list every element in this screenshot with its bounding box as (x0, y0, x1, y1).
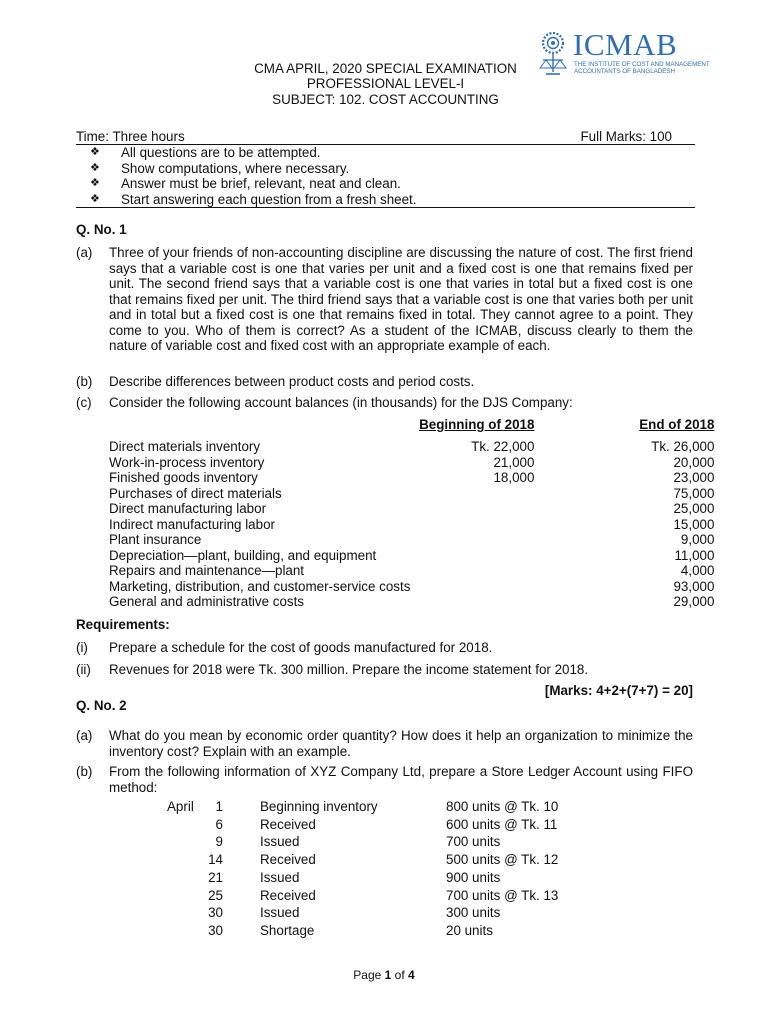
exam-title: CMA APRIL, 2020 SPECIAL EXAMINATION (254, 61, 517, 76)
ledger-event: Received (260, 852, 316, 868)
cell-begin (410, 579, 534, 595)
cell-begin: 18,000 (493, 470, 535, 485)
q1-b-label: (b) (76, 374, 93, 389)
q2-b-label: (b) (76, 764, 93, 779)
cell-item: General and administrative costs (109, 594, 305, 609)
logo-subtitle-line2: ACCOUNTANTS OF BANGLADESH (574, 68, 675, 75)
exam-subject: SUBJECT: 102. COST ACCOUNTING (272, 92, 499, 107)
q1-marks: [Marks: 4+2+(7+7) = 20] (544, 683, 693, 698)
q1-b-text: Describe differences between product costs and period costs. (109, 374, 475, 389)
ledger-day: 30 (208, 905, 223, 921)
ledger-row (167, 816, 606, 834)
q1-c-label: (c) (76, 395, 92, 410)
req-i-label: (i) (76, 640, 88, 655)
q1-a-text: Three of your friends of non-accounting discipline are discussing the nature of cost. The first friend says that a variable cost is one that varies per unit and a fixed cost is one that remains fixed per unit. The second friend says that a variable cost is one that varies in total but a fixed cost is one that remains fixed per unit. The third friend says that a variable cost is one that varies both per unit and in total but a fixed cost is one that remains fixed in total. They cannot agree to a point. They come to you. Who of them is correct? As a student of the ICMAB, discuss clearly to them the nature of variable cost and fixed cost with an appropriate example of each. (109, 245, 693, 353)
q2-a-label: (a) (76, 728, 93, 743)
time-allowed: Time: Three hours (76, 129, 185, 144)
cell-item: Indirect manufacturing labor (109, 516, 275, 532)
ledger-detail: 500 units @ Tk. 12 (446, 852, 559, 868)
q2-b-text: From the following information of XYZ Company Ltd, prepare a Store Ledger Account using FIFO method: (109, 764, 693, 795)
table-row (109, 486, 714, 502)
store-ledger-table (167, 798, 606, 940)
ledger-event: Issued (260, 834, 300, 850)
table-row (109, 579, 714, 595)
table-row (109, 439, 714, 455)
ledger-event: Issued (260, 905, 300, 921)
ledger-detail: 800 units @ Tk. 10 (446, 799, 559, 814)
cell-end: 20,000 (673, 454, 715, 470)
cell-end: 93,000 (673, 578, 715, 594)
col-item (109, 417, 410, 439)
req-i-text: Prepare a schedule for the cost of goods manufactured for 2018. (109, 640, 493, 655)
bullet-icon: ❖ (90, 193, 100, 205)
instruction-item (76, 192, 695, 208)
cell-begin (410, 501, 534, 517)
ledger-row (167, 904, 606, 922)
page-footer (0, 968, 768, 984)
table-row (109, 455, 714, 471)
cell-end: 9,000 (680, 532, 715, 547)
cell-item: Plant insurance (109, 532, 202, 547)
cell-end: 25,000 (673, 501, 715, 516)
q1-c-text: Consider the following account balances (in thousands) for the DJS Company: (109, 395, 573, 410)
ledger-day: 30 (208, 922, 223, 938)
cell-item: Direct manufacturing labor (109, 501, 267, 516)
cell-item: Work-in-process inventory (109, 454, 265, 470)
table-row (109, 517, 714, 533)
ledger-row (167, 922, 606, 940)
cell-item: Repairs and maintenance—plant (109, 563, 305, 578)
ledger-detail: 700 units @ Tk. 13 (446, 887, 559, 903)
cell-begin (410, 532, 534, 548)
divider-bottom (76, 207, 695, 208)
bullet-icon: ❖ (90, 177, 100, 189)
ledger-month (167, 887, 199, 905)
ledger-event: Received (260, 887, 316, 903)
q1-heading: Q. No. 1 (76, 222, 127, 237)
ledger-event: Shortage (260, 922, 315, 938)
cell-begin (410, 486, 534, 502)
ledger-row (167, 887, 606, 905)
ledger-day: 21 (208, 869, 223, 885)
table-row (109, 532, 714, 548)
cell-begin (410, 548, 534, 564)
ledger-row (167, 798, 606, 816)
instruction-text: All questions are to be attempted. (121, 145, 321, 160)
page-of: of (391, 968, 409, 982)
bullet-icon: ❖ (90, 146, 100, 158)
table-row (109, 501, 714, 517)
table-row (109, 548, 714, 564)
col-begin: Beginning of 2018 (419, 417, 535, 432)
ledger-event: Issued (260, 869, 300, 885)
instruction-item (76, 145, 695, 161)
q2-a-text: What do you mean by economic order quantity? How does it help an organization to minimize the inventory cost? Explain with an example. (109, 728, 693, 759)
ledger-month (167, 922, 199, 940)
ledger-day: 9 (215, 834, 223, 850)
table-row (109, 470, 714, 486)
full-marks: Full Marks: 100 (580, 129, 672, 144)
ledger-row (167, 869, 606, 887)
instruction-text: Answer must be brief, relevant, neat and clean. (121, 176, 401, 191)
bullet-icon: ❖ (90, 162, 100, 174)
page-total: 4 (408, 968, 415, 982)
cell-item: Finished goods inventory (109, 470, 258, 485)
ledger-month (167, 904, 199, 922)
ledger-month (167, 851, 199, 869)
ledger-row (167, 833, 606, 851)
cell-item: Depreciation—plant, building, and equipment (109, 547, 377, 563)
cell-end: 75,000 (673, 485, 715, 501)
ledger-detail: 900 units (446, 869, 501, 885)
cell-end: 4,000 (680, 563, 715, 578)
instruction-item (76, 176, 695, 192)
ledger-detail: 600 units @ Tk. 11 (446, 816, 558, 832)
col-end: End of 2018 (639, 417, 715, 432)
cell-begin: 21,000 (493, 454, 535, 470)
ledger-row (167, 851, 606, 869)
cell-begin (410, 594, 534, 610)
requirements-heading: Requirements: (76, 617, 170, 632)
table-header-row (109, 417, 714, 439)
instruction-text: Show computations, where necessary. (121, 161, 350, 176)
ledger-event: Received (260, 816, 316, 832)
ledger-detail: 20 units (446, 922, 493, 938)
q1-a-label: (a) (76, 245, 93, 260)
cell-end: 11,000 (674, 547, 715, 563)
cell-begin (410, 563, 534, 579)
ledger-day: 6 (215, 816, 223, 832)
ledger-detail: 700 units (446, 834, 501, 850)
cell-item: Purchases of direct materials (109, 485, 282, 501)
ledger-day: 25 (208, 887, 223, 903)
ledger-day: 1 (215, 799, 223, 814)
instruction-text: Start answering each question from a fresh sheet. (121, 192, 417, 207)
table-row (109, 563, 714, 579)
ledger-month: April (167, 799, 194, 814)
req-ii-label: (ii) (76, 662, 91, 677)
cell-end: 15,000 (673, 516, 715, 532)
ledger-day: 14 (208, 852, 223, 868)
logo-subtitle-line1: THE INSTITUTE OF COST AND MANAGEMENT (574, 61, 710, 68)
cell-end: 29,000 (673, 594, 715, 609)
instruction-item (76, 161, 695, 177)
cell-item: Marketing, distribution, and customer-service costs (109, 578, 411, 594)
table-row (109, 594, 714, 610)
cell-item: Direct materials inventory (109, 439, 261, 454)
cell-begin (410, 517, 534, 533)
page-prefix: Page (353, 968, 385, 982)
ledger-detail: 300 units (446, 905, 501, 921)
page-number: 1 (384, 968, 392, 982)
ledger-event: Beginning inventory (260, 799, 378, 814)
cell-end: Tk. 26,000 (651, 439, 715, 454)
account-balances-table (109, 417, 714, 610)
exam-level: PROFESSIONAL LEVEL-I (306, 76, 465, 91)
logo-wordmark: ICMAB (573, 27, 678, 62)
ledger-month (167, 816, 199, 834)
ledger-month (167, 869, 199, 887)
cell-end: 23,000 (673, 470, 715, 485)
ledger-month (167, 833, 199, 851)
cell-begin: Tk. 22,000 (471, 439, 535, 454)
req-ii-text: Revenues for 2018 were Tk. 300 million. Prepare the income statement for 2018. (109, 662, 589, 677)
q2-heading: Q. No. 2 (76, 698, 127, 713)
